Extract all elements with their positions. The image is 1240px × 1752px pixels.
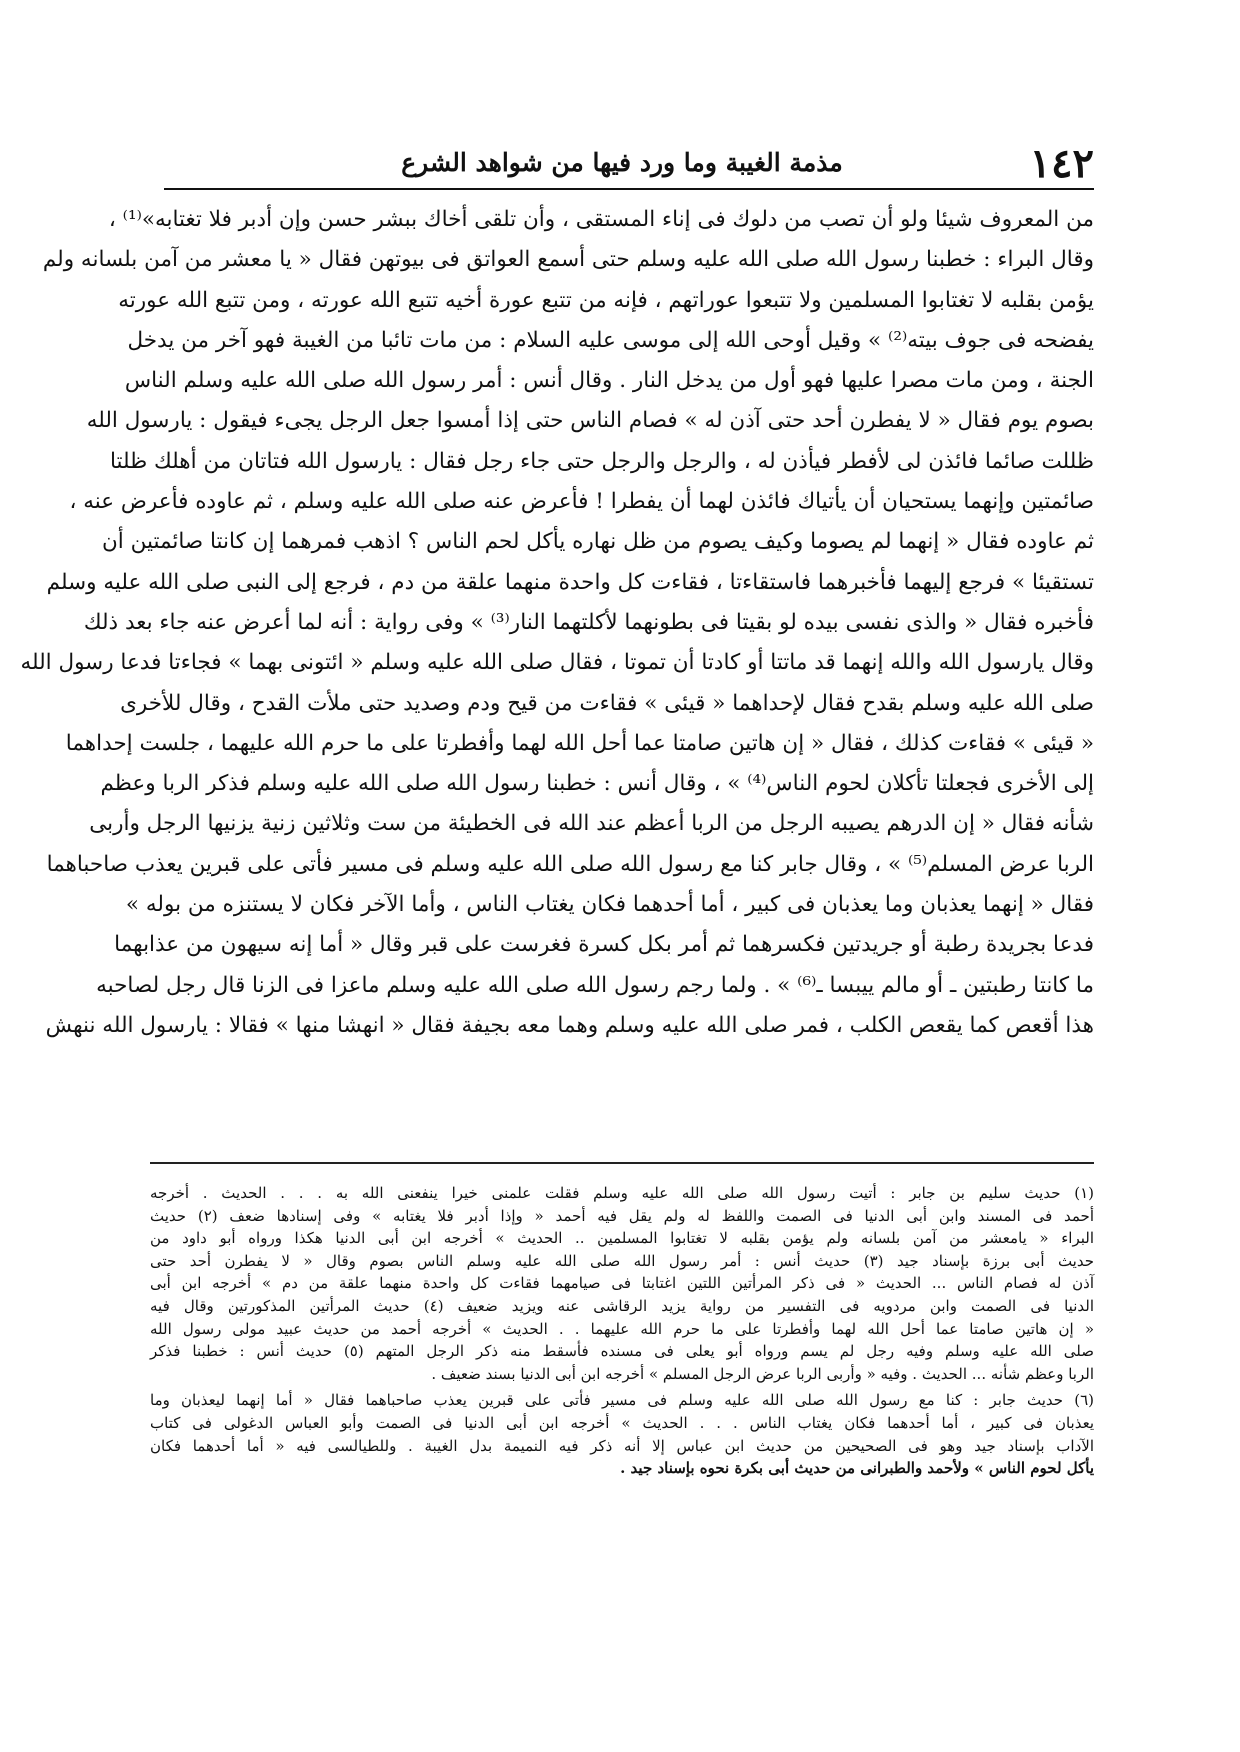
- text-line: ما كانتا رطبتين ـ أو مالم ييبسا ـ⁽⁶⁾ » . ولما رجم رسول الله صلى الله عليه وسلم ماعزا فى الزنا قال رجل لصاحبه: [96, 972, 1094, 998]
- text-line: « قيئى » فقاءت كذلك ، فقال « إن هاتين صامتا عما أحل الله لهما وأفطرتا على ما حرم الله عليهما ، جلست إحداهما: [65, 730, 1094, 756]
- text-line: صائمتين وإنهما يستحيان أن يأتياك فائذن لهما أن يفطرا ! فأعرض عنه صلى الله عليه وسلم ، ثم عاوده فأعرض عنه ،: [69, 489, 1094, 515]
- text-line: شأنه فقال « إن الدرهم يصيبه الرجل من الربا أعظم عند الله فى الخطيئة من ست وثلاثين زنية يزنيها الرجل وأربى: [89, 811, 1094, 837]
- running-title: مذمة الغيبة وما ورد فيها من شواهد الشرع: [401, 148, 843, 177]
- text-line: هذا أقعص كما يقعص الكلب ، فمر صلى الله عليه وسلم وهما معه بجيفة فقال « انهشا منها » فقالا : يارسول الله ننهش: [45, 1012, 1094, 1038]
- text-line: يفضحه فى جوف بيته⁽²⁾ » وقيل أوحى الله إلى موسى عليه السلام : من مات تائبا من الغيبة فهو آخر من يدخل: [127, 327, 1094, 353]
- text-line: فأخبره فقال « والذى نفسى بيده لو بقيتا فى بطونهما لأكلتهما النار⁽³⁾ » وفى رواية : أنه لما أعرض عنه جاء بعد ذلك: [83, 609, 1094, 635]
- text-line: بصوم يوم فقال « لا يفطرن أحد حتى آذن له » فصام الناس حتى إذا أمسوا جعل الرجل يجىء فيقول : يارسول الله: [86, 408, 1094, 434]
- footnote-line: (١) حديث سليم بن جابر : أتيت رسول الله صلى الله عليه وسلم فقلت علمنى خيرا ينفعنى الله به . . . الحديث . أخرجه: [150, 1184, 1094, 1202]
- text-line: الربا عرض المسلم⁽⁵⁾ » ، وقال جابر كنا مع رسول الله صلى الله عليه وسلم فى مسير فأتى على قبرين يعذب صاحباهما: [46, 851, 1094, 877]
- footnotes: [150, 1182, 1094, 1480]
- footnote-divider: [150, 1162, 1094, 1167]
- text-line: إلى الأخرى فجعلتا تأكلان لحوم الناس⁽⁴⁾ » ، وقال أنس : خطبنا رسول الله صلى الله عليه وسلم فذكر الربا وعظم: [100, 771, 1094, 797]
- footnote-line: الآداب بإسناد جيد وهو فى الصحيحين من حديث ابن عباس إلا أنه ذكر فيه النميمة بدل الغيبة . وللطيالسى فيه « أما أحدهما فكان: [150, 1436, 1094, 1455]
- footnote-line: « إن هاتين صامتا عما أحل الله لهما وأفطرتا على ما حرم الله عليهما . . الحديث » أخرجه أحمد من حديث عبيد مولى رسول الله: [150, 1319, 1094, 1338]
- footnote-line: حديث أبى برزة بإسناد جيد (٣) حديث أنس : أمر رسول الله صلى الله عليه وسلم الناس بصوم وقال « لا يفطرن أحد حتى: [150, 1251, 1094, 1270]
- footnote-line: يأكل لحوم الناس » ولأحمد والطبرانى من حديث أبى بكرة نحوه بإسناد جيد .: [620, 1459, 1094, 1478]
- book-page: [20, 140, 1094, 1478]
- header-rule: [164, 188, 1094, 190]
- text-line: وقال البراء : خطبنا رسول الله صلى الله عليه وسلم حتى أسمع العواتق فى بيوتهن فقال « يا معشر من آمن بلسانه ولم: [42, 247, 1094, 273]
- text-line: ظللت صائما فائذن لى لأفطر فيأذن له ، والرجل والرجل حتى جاء رجل فقال : يارسول الله فتاتان من أهلك ظلتا: [109, 448, 1094, 474]
- text-line: الجنة ، ومن مات مصرا عليها فهو أول من يدخل النار . وقال أنس : أمر رسول الله صلى الله عليه وسلم الناس: [124, 368, 1094, 394]
- text-line: يؤمن بقلبه لا تغتابوا المسلمين ولا تتبعوا عوراتهم ، فإنه من تتبع عورة أخيه تتبع الله عورته ، ومن تتبع الله عورته: [118, 287, 1094, 313]
- footnote-line: الدنيا فى الصمت وابن مردويه فى التفسير من رواية يزيد الرقاشى عنه ويزيد ضعيف (٤) حديث المرأتين المذكورتين وقال فيه: [150, 1296, 1094, 1315]
- page-number: ١٤٢: [1029, 140, 1094, 187]
- footnote-line: آذن له فصام الناس ... الحديث « فى ذكر المرأتين اللتين اغتابتا فى صيامهما فقاءت كل واحدة منهما علقة من دم » أخرجه ابن أبى: [150, 1274, 1094, 1293]
- footnote-line: صلى الله عليه وسلم وفيه رجل لم يسم ورواه أبو يعلى فى مسنده فأسقط منه ذكر الرجل المتهم (٥) حديث أنس : خطبنا فذكر: [150, 1342, 1094, 1361]
- text-line: تستقيئا » فرجع إليهما فأخبرهما فاستقاءتا ، فقاءت كل واحدة منهما علقة من دم ، فرجع إلى النبى صلى الله عليه وسلم: [46, 569, 1094, 595]
- text-line: ثم عاوده فقال « إنهما لم يصوما وكيف يصوم من ظل نهاره يأكل لحم الناس ؟ اذهب فمرهما إن كانتا صائمتين أن: [102, 529, 1094, 555]
- footnote-line: أحمد فى المسند وابن أبى الدنيا فى الصمت واللفظ له ولم يقل فيه أحمد « وإذا أدبر فلا يغتابه » وفى إسنادها ضعف (٢) حديث: [150, 1206, 1094, 1225]
- footnote-line: (٦) حديث جابر : كنا مع رسول الله صلى الله عليه وسلم فى مسير فأتى على قبرين يعذب صاحباهما فقال « أما إنهما ليعذبان وما: [150, 1391, 1094, 1410]
- footnote-line: الربا وعظم شأنه ... الحديث . وفيه « وأربى الربا عرض الرجل المسلم » أخرجه ابن أبى الدنيا بسند ضعيف .: [431, 1364, 1094, 1383]
- text-line: فدعا بجريدة رطبة أو جريدتين فكسرهما ثم أمر بكل كسرة فغرست على قبر وقال « أما إنه سيهون من عذابهما: [114, 932, 1094, 958]
- main-text: [20, 200, 1094, 1046]
- page-header: [150, 140, 1094, 190]
- text-line: من المعروف شيئا ولو أن تصب من دلوك فى إناء المستقى ، وأن تلقى أخاك ببشر حسن وإن أدبر فلا تغتابه»⁽¹⁾ ،: [108, 207, 1094, 232]
- footnote-line: البراء « يامعشر من آمن بلسانه ولم يؤمن بقلبه لا تغتابوا المسلمين .. الحديث » أخرجه ابن أبى الدنيا هكذا ورواه أبو داود من: [150, 1229, 1094, 1248]
- footnote-line: يعذبان فى كبير ، أما أحدهما فكان يغتاب الناس . . . الحديث » أخرجه ابن أبى الدنيا فى الصمت وأبو العباس الدغولى فى كتاب: [150, 1413, 1094, 1432]
- text-line: صلى الله عليه وسلم بقدح فقال لإحداهما « قيئى » فقاءت من قيح ودم وصديد حتى ملأت القدح ، وقال للأخرى: [120, 690, 1094, 716]
- text-line: وقال يارسول الله والله إنهما قد ماتتا أو كادتا أن تموتا ، فقال صلى الله عليه وسلم « ائتونى بهما » فجاءتا فدعا رسول الله: [20, 650, 1094, 676]
- text-line: فقال « إنهما يعذبان وما يعذبان فى كبير ، أما أحدهما فكان يغتاب الناس ، وأما الآخر فكان لا يستنزه من بوله »: [125, 892, 1094, 918]
